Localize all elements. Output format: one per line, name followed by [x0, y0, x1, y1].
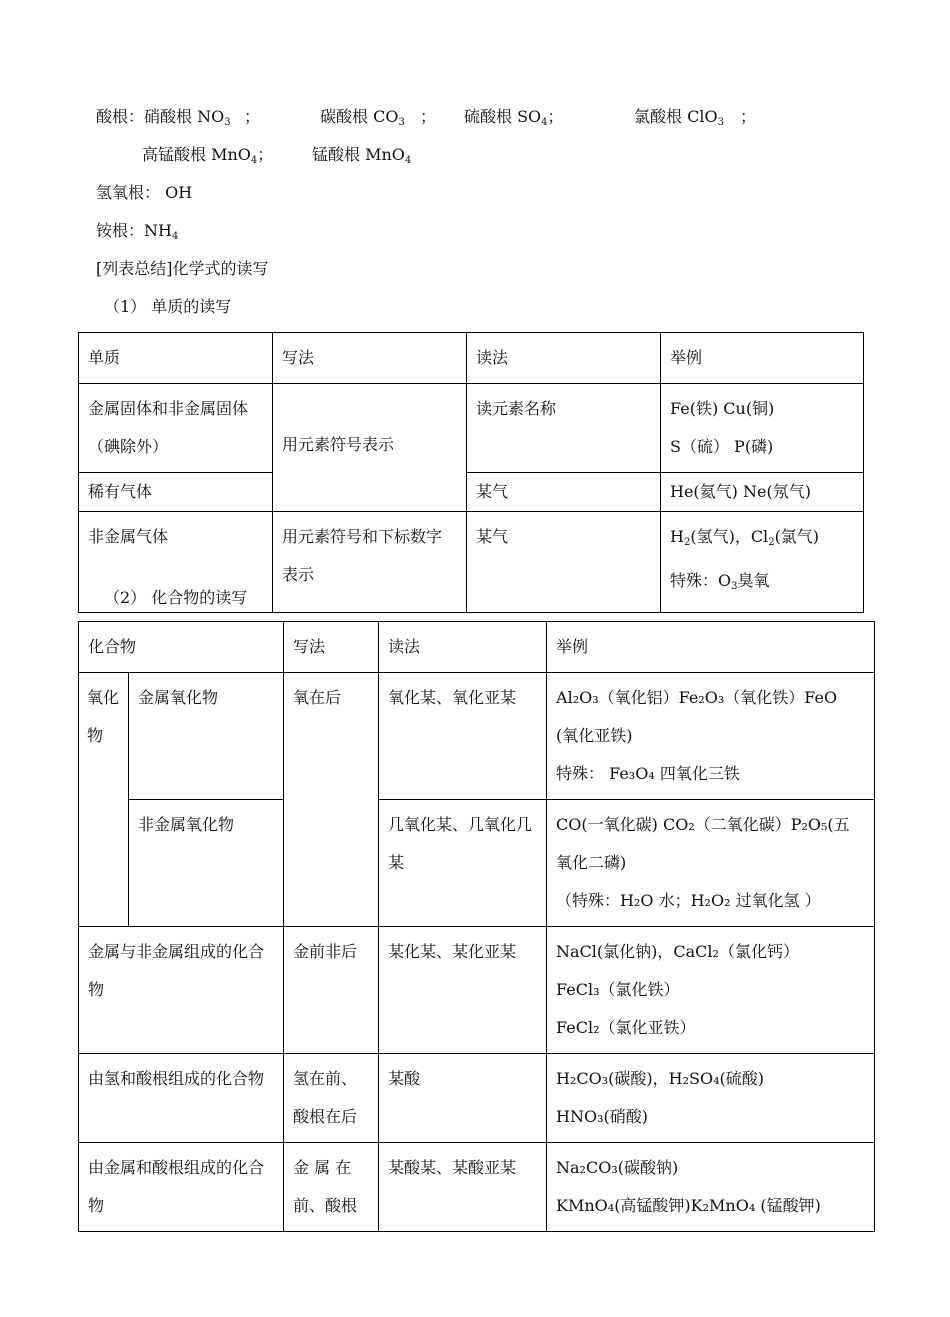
example-cell: $H_2$(氢气)，$Cl_2$(氯气) 特殊：$O_3$臭氧 [661, 512, 864, 613]
header-cell: 举例 [661, 333, 864, 384]
elements-table [78, 332, 864, 613]
manganate: 锰酸根 MnO$_4$ [312, 145, 412, 166]
write-cell: 用元素符号表示 [273, 384, 467, 512]
example-cell: He(氦气) Ne(氖气) [661, 473, 864, 512]
read-cell: 某酸某、某酸亚某 [379, 1143, 547, 1232]
acid-label: 酸根： [96, 107, 145, 126]
oxide-group-cell: 氧化物 [79, 673, 129, 927]
chlorate-semicolon: ； [740, 107, 757, 126]
read-cell: 某酸 [379, 1054, 547, 1143]
type-cell: 金属与非金属组成的化合物 [79, 927, 284, 1054]
write-cell: 氧在后 [284, 673, 379, 927]
permanganate: 高锰酸根 MnO$_4$； [142, 145, 274, 166]
write-cell: 金 属 在前、酸根 [284, 1143, 379, 1232]
read-cell: 氧化某、氧化亚某 [379, 673, 547, 800]
type-cell: 非金属气体 [79, 512, 273, 613]
table-row [79, 333, 864, 384]
write-cell: 氢在前、酸根在后 [284, 1054, 379, 1143]
read-cell: 某化某、某化亚某 [379, 927, 547, 1054]
ammonium-line: 铵根：$NH_4$ [96, 221, 179, 242]
header-cell: 单质 [79, 333, 273, 384]
type-cell: 由氢和酸根组成的化合物 [79, 1054, 284, 1143]
section1-title: （1） 单质的读写 [104, 297, 232, 316]
table-row [79, 1054, 875, 1143]
example-cell: Na₂CO₃(碳酸钠) KMnO₄(高锰酸钾)K₂MnO₄ (锰酸钾) [547, 1143, 875, 1232]
carbonate: 碳酸根 $CO_3$ [320, 107, 405, 128]
table-row [79, 927, 875, 1054]
type-cell: 稀有气体 [79, 473, 273, 512]
acid-radicals-line [96, 106, 231, 134]
header-cell: 化合物 [79, 622, 284, 673]
header-cell: 写法 [284, 622, 379, 673]
nitrate-semicolon: ； [244, 107, 261, 126]
example-cell: Fe(铁) Cu(铜) S（硫） P(磷) [661, 384, 864, 473]
table-row [79, 384, 864, 473]
table-row [79, 673, 875, 800]
example-cell: H₂CO₃(碳酸)，H₂SO₄(硫酸) HNO₃(硝酸) [547, 1054, 875, 1143]
header-cell: 写法 [273, 333, 467, 384]
table-row [79, 800, 875, 927]
type-cell: 由金属和酸根组成的化合物 [79, 1143, 284, 1232]
type-cell: 金属氧化物 [129, 673, 284, 800]
header-cell: 读法 [379, 622, 547, 673]
table-row [79, 473, 864, 512]
write-cell: 用元素符号和下标数字表示 [273, 512, 467, 613]
read-cell: 几氧化某、几氧化几某 [379, 800, 547, 927]
type-cell: 非金属氧化物 [129, 800, 284, 927]
example-cell: NaCl(氯化钠)，CaCl₂（氯化钙） FeCl₃（氯化铁） FeCl₂（氯化亚铁） [547, 927, 875, 1054]
sulfate: 硫酸根 $SO_4$； [464, 107, 564, 128]
example-cell: CO(一氧化碳) CO₂（二氧化碳）P₂O₅(五 氧化二磷) （特殊：H₂O 水；H₂O₂ 过氧化氢 ） [547, 800, 875, 927]
table-row [79, 622, 875, 673]
table-row [79, 1143, 875, 1232]
read-cell: 某气 [467, 512, 661, 613]
hydroxide-line: 氢氧根： OH [96, 183, 193, 202]
example-cell: Al₂O₃（氧化铝）Fe₂O₃（氧化铁）FeO (氧化亚铁) 特殊： Fe₃O₄ 四氧化三铁 [547, 673, 875, 800]
chlorate: 氯酸根 ClO$_3$ [634, 107, 724, 128]
read-cell: 读元素名称 [467, 384, 661, 473]
compounds-table [78, 621, 875, 1232]
header-cell: 举例 [547, 622, 875, 673]
nitrate: 硝酸根 $NO_3$ [144, 107, 231, 128]
section2-title: （2） 化合物的读写 [104, 588, 248, 607]
type-cell: 金属固体和非金属固体（碘除外） [79, 384, 273, 473]
carbonate-semicolon: ； [420, 107, 437, 126]
summary-title: [列表总结]化学式的读写 [96, 259, 269, 278]
header-cell: 读法 [467, 333, 661, 384]
write-cell: 金前非后 [284, 927, 379, 1054]
read-cell: 某气 [467, 473, 661, 512]
